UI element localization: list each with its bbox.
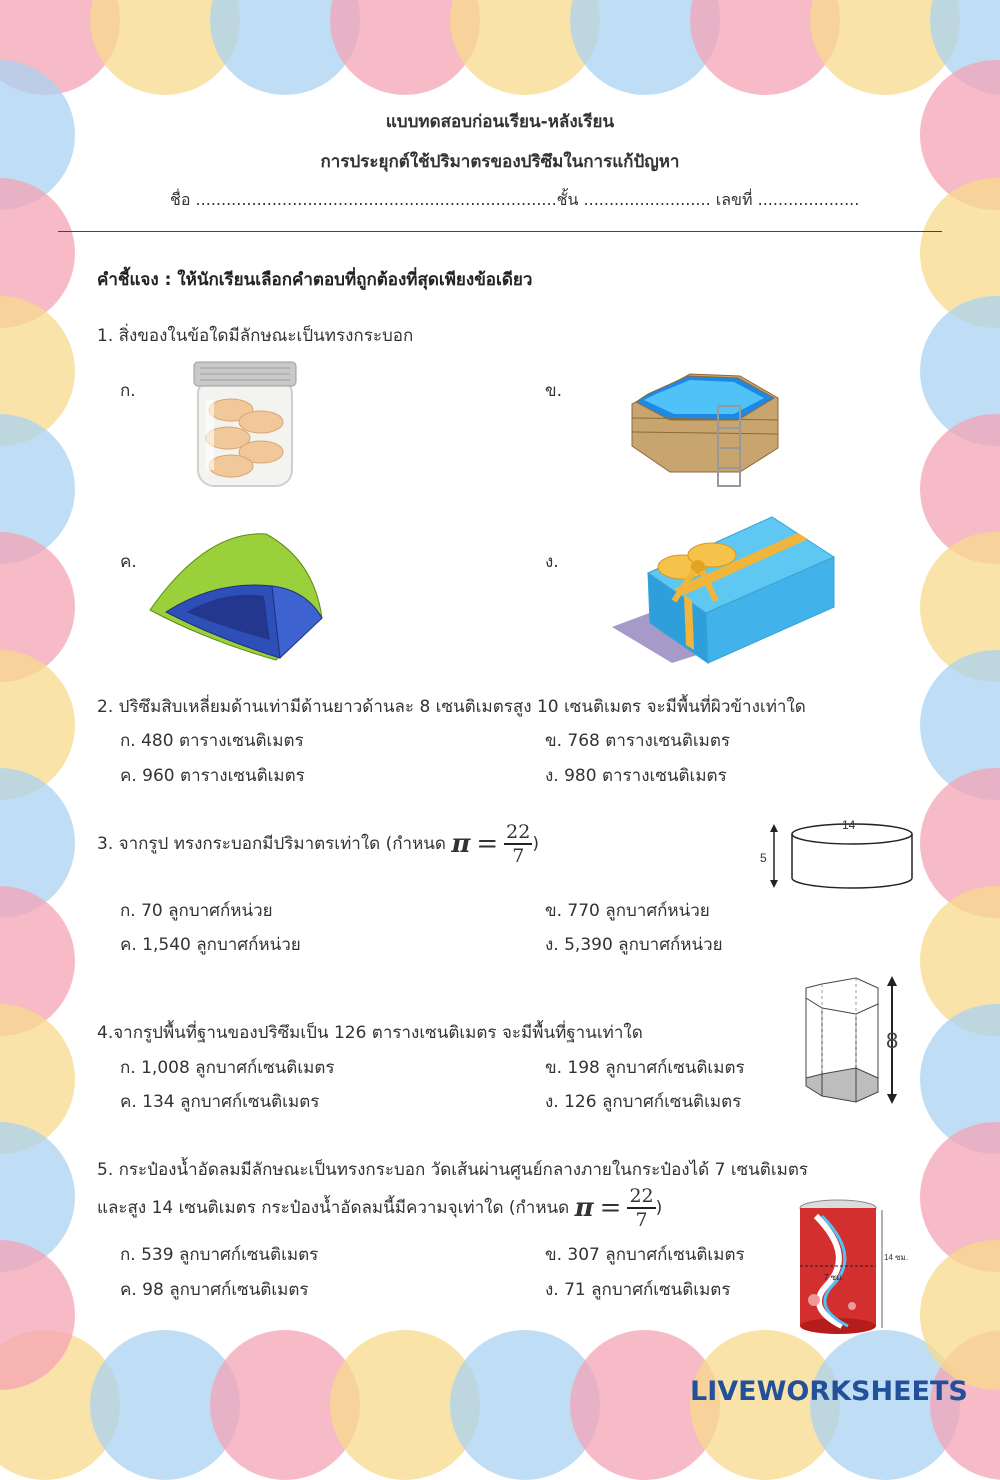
pool-image: [630, 368, 780, 496]
can-diameter-label: 7 ซม.: [824, 1273, 844, 1282]
q2-option-c[interactable]: ค. 960 ตารางเซนติเมตร: [120, 766, 305, 786]
cylinder-height-label: 5: [760, 851, 767, 865]
pi-symbol: π: [574, 1193, 594, 1223]
liveworksheets-logo: LIVEWORKSHEETS: [690, 1376, 968, 1407]
q2-option-d[interactable]: ง. 980 ตารางเซนติเมตร: [545, 766, 727, 786]
q4-option-b[interactable]: ข. 198 ลูกบาศก์เซนติเมตร: [545, 1058, 745, 1078]
q1-option-a[interactable]: ก.: [120, 381, 136, 401]
pi-symbol: π: [451, 829, 471, 859]
question-5-line-2: [97, 1182, 662, 1234]
q3-option-a[interactable]: ก. 70 ลูกบาศก์หน่วย: [120, 901, 273, 921]
q3-option-d[interactable]: ง. 5,390 ลูกบาศก์หน่วย: [545, 935, 723, 955]
jar-image: [186, 360, 304, 492]
equals-sign: =: [476, 829, 499, 859]
q5-option-d[interactable]: ง. 71 ลูกบาศก์เซนติเมตร: [545, 1280, 731, 1300]
instruction: คำชี้แจง : ให้นักเรียนเลือกคำตอบที่ถูกต้องที่สุดเพียงข้อเดียว: [97, 270, 533, 290]
close-paren: ): [532, 834, 539, 854]
name-line: ชื่อ .......................................................................ชั้น ......................... เลขที่ ....................: [170, 190, 860, 209]
cylinder-figure: [756, 816, 916, 892]
fraction-numerator: 22: [506, 821, 531, 843]
question-3: [97, 818, 539, 870]
close-paren: ): [655, 1198, 663, 1218]
soda-can-figure: [796, 1196, 920, 1336]
tent-image: [146, 520, 326, 664]
gift-box-image: [612, 505, 836, 665]
can-height-label: 14 ซม.: [884, 1253, 909, 1262]
cylinder-width-label: 14: [842, 818, 856, 832]
octagonal-prism-figure: [800, 974, 910, 1106]
prism-height-label: 8: [886, 1028, 899, 1053]
q5-option-a[interactable]: ก. 539 ลูกบาศก์เซนติเมตร: [120, 1245, 319, 1265]
equals-sign: =: [599, 1193, 622, 1223]
q1-option-b[interactable]: ข.: [545, 381, 563, 401]
q2-option-a[interactable]: ก. 480 ตารางเซนติเมตร: [120, 731, 304, 751]
question-3-text: 3. จากรูป ทรงกระบอกมีปริมาตรเท่าใด (กำหนด: [97, 834, 446, 854]
fraction-numerator: 22: [629, 1185, 654, 1207]
q5-option-b[interactable]: ข. 307 ลูกบาศก์เซนติเมตร: [545, 1245, 745, 1265]
fraction: [627, 1185, 655, 1231]
question-5-text: และสูง 14 เซนติเมตร กระป๋องน้ำอัดลมนี้มีความจุเท่าใด (กำหนด: [97, 1198, 570, 1218]
question-4: 4.จากรูปพื้นที่ฐานของปริซึมเป็น 126 ตารางเซนติเมตร จะมีพื้นที่ฐานเท่าใด: [97, 1023, 643, 1043]
title-secondary: การประยุกต์ใช้ปริมาตรของปริซึมในการแก้ปัญหา: [320, 152, 680, 172]
question-2: 2. ปริซึมสิบเหลี่ยมด้านเท่ามีด้านยาวด้านละ 8 เซนติเมตรสูง 10 เซนติเมตร จะมีพื้นที่ผิวข้างเท่าใด: [97, 697, 806, 717]
q4-option-d[interactable]: ง. 126 ลูกบาศก์เซนติเมตร: [545, 1092, 742, 1112]
q2-option-b[interactable]: ข. 768 ตารางเซนติเมตร: [545, 731, 731, 751]
q1-option-c[interactable]: ค.: [120, 552, 137, 572]
fraction-denominator: 7: [635, 1209, 648, 1231]
q1-option-d[interactable]: ง.: [545, 552, 559, 572]
q3-option-c[interactable]: ค. 1,540 ลูกบาศก์หน่วย: [120, 935, 301, 955]
q5-option-c[interactable]: ค. 98 ลูกบาศก์เซนติเมตร: [120, 1280, 309, 1300]
fraction-denominator: 7: [512, 845, 525, 867]
q4-option-c[interactable]: ค. 134 ลูกบาศก์เซนติเมตร: [120, 1092, 320, 1112]
divider: [58, 231, 942, 232]
q4-option-a[interactable]: ก. 1,008 ลูกบาศก์เซนติเมตร: [120, 1058, 335, 1078]
title-primary: แบบทดสอบก่อนเรียน-หลังเรียน: [385, 112, 615, 132]
q3-option-b[interactable]: ข. 770 ลูกบาศก์หน่วย: [545, 901, 710, 921]
fraction: [504, 821, 532, 867]
question-1: 1. สิ่งของในข้อใดมีลักษณะเป็นทรงกระบอก: [97, 326, 414, 346]
question-5-line-1: 5. กระป๋องน้ำอัดลมมีลักษณะเป็นทรงกระบอก วัดเส้นผ่านศูนย์กลางภายในกระป๋องได้ 7 เซนติเมตร: [97, 1160, 809, 1180]
